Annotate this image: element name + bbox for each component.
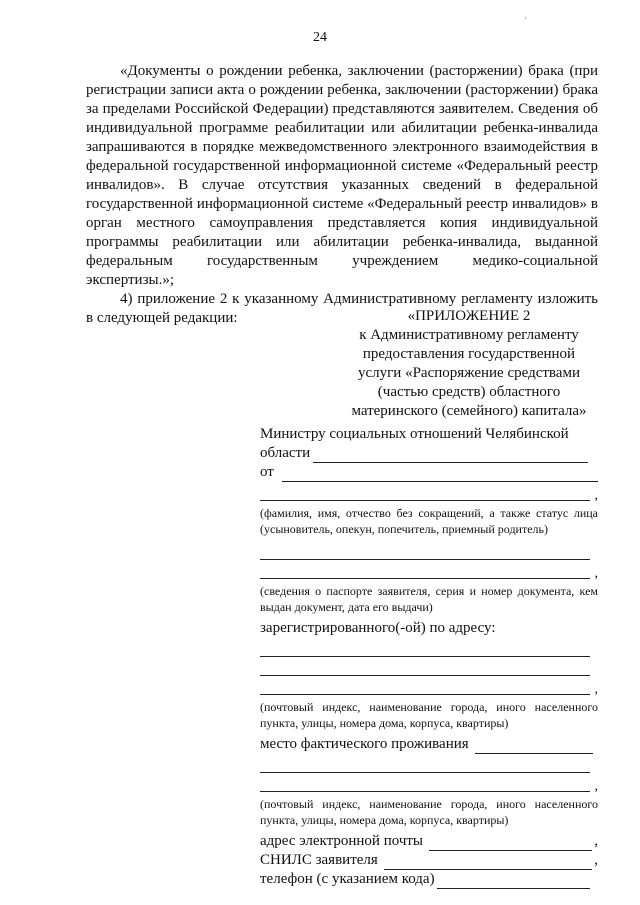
from-field[interactable]: [282, 467, 598, 482]
email-row: [260, 832, 598, 851]
phone-row: [260, 870, 598, 889]
page-number: 24: [313, 30, 327, 45]
registered-address-line[interactable]: [260, 657, 590, 676]
email-comma: ,: [594, 833, 598, 849]
note-name-status: (фамилия, имя, отчество без сокращений, а также статус лица (усыновитель, опекун, попечитель, приемный родитель): [260, 506, 598, 536]
actual-address-line[interactable]: [260, 773, 590, 792]
snils-row: [260, 851, 598, 870]
phone-label: телефон (с указанием кода): [260, 871, 435, 887]
passport-field-line[interactable]: [260, 560, 590, 579]
appendix-line: материнского (семейного) капитала»: [351, 403, 587, 419]
note-passport: (сведения о паспорте заявителя, серия и номер документа, кем выдан документ, дата его выдачи): [260, 584, 598, 614]
snils-field[interactable]: [384, 855, 592, 870]
appendix-header: [340, 307, 598, 421]
from-label: от: [260, 464, 274, 480]
application-form: [260, 425, 598, 889]
note-actual-address: (почтовый индекс, наименование города, иного населенного пункта, улицы, номера дома, корпуса, квартиры): [260, 797, 598, 827]
appendix-line: к Административному регламенту: [359, 327, 579, 343]
addressee-region-label: области: [260, 445, 311, 461]
email-field[interactable]: [429, 836, 592, 851]
snils-comma: ,: [594, 852, 598, 868]
addressee-region-row: [260, 444, 598, 463]
actual-residence-row: [260, 735, 598, 754]
addressee-region-field[interactable]: [313, 448, 588, 463]
registered-address-line[interactable]: [260, 638, 590, 657]
passport-field-line[interactable]: [260, 541, 590, 560]
actual-address-line[interactable]: [260, 754, 590, 773]
from-row: [260, 463, 598, 482]
name-field-line[interactable]: [260, 482, 590, 501]
note-registered-address: (почтовый индекс, наименование города, иного населенного пункта, улицы, номера дома, корпуса, квартиры): [260, 700, 598, 730]
addressee-line: Министру социальных отношений Челябинской: [260, 426, 569, 442]
registered-label: зарегистрированного(-ой) по адресу:: [260, 620, 496, 636]
email-label: адрес электронной почты: [260, 833, 424, 849]
appendix-line: услуги «Распоряжение средствами: [358, 365, 580, 381]
snils-label: СНИЛС заявителя: [260, 852, 378, 868]
actual-residence-field[interactable]: [475, 739, 593, 754]
body-text: [86, 62, 598, 328]
phone-field[interactable]: [437, 874, 590, 889]
appendix-line: предоставления государственной: [362, 346, 576, 362]
appendix-line: (частью средств) областного: [377, 384, 561, 400]
actual-residence-label: место фактического проживания: [260, 736, 469, 752]
appendix-title: «ПРИЛОЖЕНИЕ 2: [407, 308, 531, 324]
scan-mark: ·: [524, 13, 527, 23]
paragraph-item-4: 4) приложение 2 к указанному Административному регламенту изложить в следующей редакции:: [86, 291, 598, 326]
registered-address-line[interactable]: [260, 676, 590, 695]
paragraph-documents: «Документы о рождении ребенка, заключении (расторжении) брака (при регистрации записи акта о рождении ребенка, заключении (расторжении) брака за пределами Российской Федерации) представляются заявителем. Сведения об индивидуальной программе реабилитации или абилитации ребенка-инвалида запрашиваются в порядке межведомственного электронного взаимодействия в федеральной государственной информационной системе «Федеральный реестр инвалидов». В случае отсутствия указанных сведений в федеральной государственной информационной системе «Федеральный реестр инвалидов» в орган местного самоуправления представляется копия индивидуальной программы реабилитации или абилитации ребенка-инвалида, выданной федеральным государственным учреждением медико-социальной экспертизы.»;: [86, 63, 598, 288]
